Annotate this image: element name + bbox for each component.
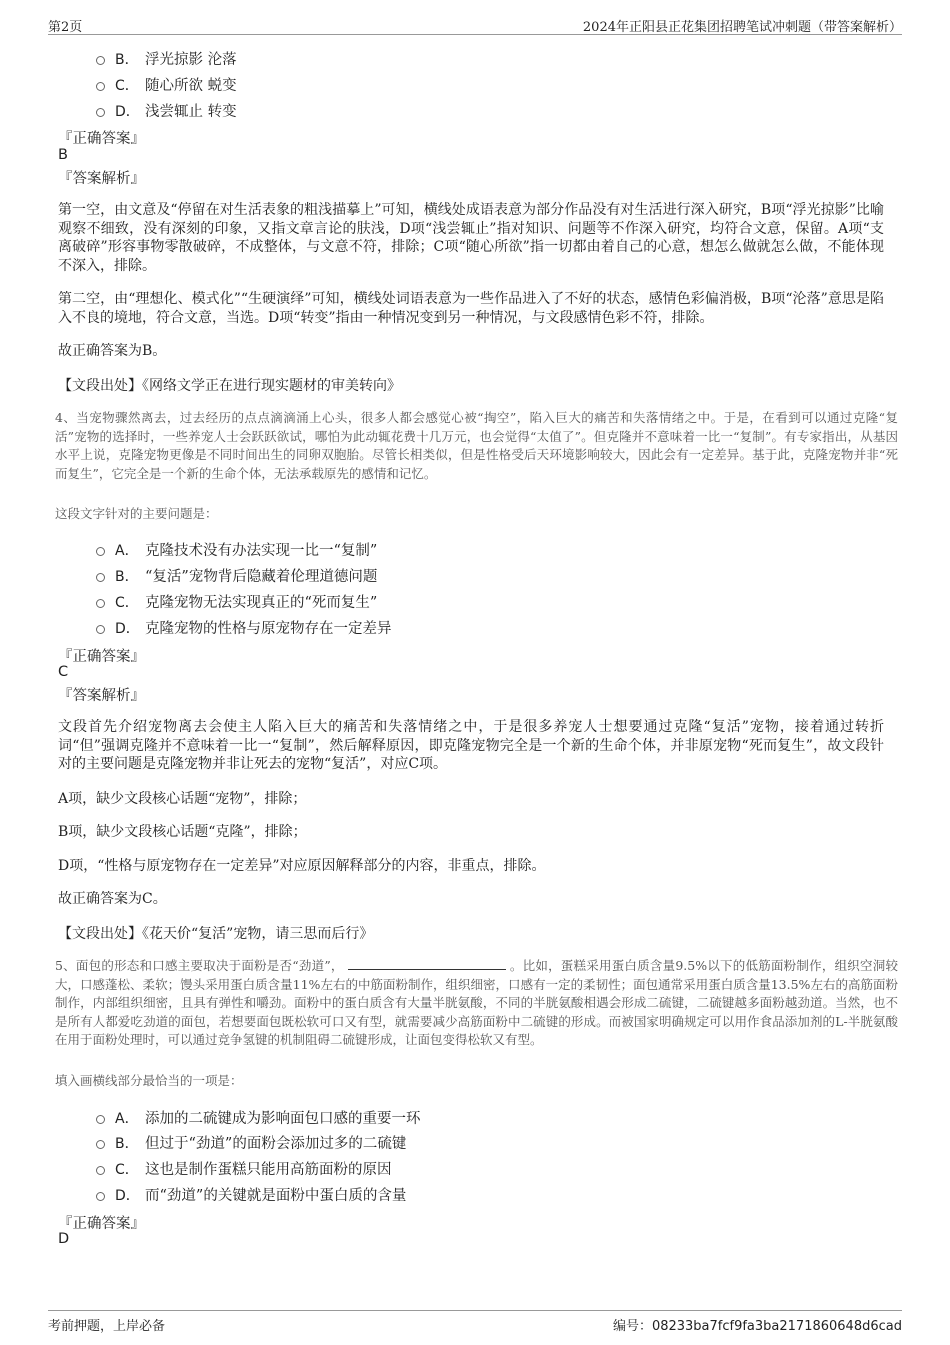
stem-before-blank: 5、面包的形态和口感主要取决于面粉是否“劲道”， bbox=[55, 958, 344, 973]
radio-icon[interactable] bbox=[96, 82, 105, 91]
page-header bbox=[48, 14, 902, 35]
question-prompt: 填入画横线部分最恰当的一项是： bbox=[55, 1073, 243, 1088]
question-prompt: 这段文字针对的主要问题是： bbox=[55, 506, 218, 521]
footer-slogan: 考前押题，上岸必备 bbox=[48, 1319, 166, 1334]
analysis-conclusion: 故正确答案为B。 bbox=[58, 343, 167, 359]
radio-icon[interactable] bbox=[96, 1192, 105, 1201]
stem-after-blank: 。比如，蛋糕采用蛋白质含量9.5%以下的低筋面粉制作，组织空洞较大，口感蓬松、柔软；馒头采用蛋白质含量11%左右的中筋面粉制作，组织细密，口感有一定的柔韧性；面包通常采用蛋白质含量13.5%左右的高筋面粉制作，内部组织细密，且具有弹性和嚼劲。面粉中的蛋白质含有大量半胱氨酸，不同的半胱氨酸相遇会形成二硫键，二硫键越多面粉越劲道。当然，也不是所有人都爱吃劲道的面包，若想要面包既松软可口又有型，就需要减少高筋面粉中二硫键的形成。而被国家明确规定可以用作食品添加剂的L-半胱氨酸在用于面粉处理时，可以通过竞争氢键的机制阻碍二硫键形成，让面包变得松软又有型。 bbox=[55, 958, 898, 1047]
q5-option-d[interactable]: D． 而“劲道”的关键就是面粉中蛋白质的含量 bbox=[96, 1184, 406, 1205]
q4-option-d[interactable]: D． 克隆宠物的性格与原宠物存在一定差异 bbox=[96, 617, 392, 638]
page-footer bbox=[48, 1310, 902, 1333]
q5-option-c[interactable]: C． 这也是制作蛋糕只能用高筋面粉的原因 bbox=[96, 1158, 392, 1179]
q5-option-b[interactable]: B． 但过于“劲道”的面粉会添加过多的二硫键 bbox=[96, 1132, 406, 1153]
document-title: 2024年正阳县正花集团招聘笔试冲刺题（带答案解析） bbox=[582, 20, 902, 35]
analysis-item: A项，缺少文段核心话题“宠物”，排除； bbox=[58, 791, 307, 807]
question-stem: 4、当宠物骤然离去，过去经历的点点滴滴涌上心头，很多人都会感觉心被“掏空”，陷入巨大的痛苦和失落情绪之中。于是，在看到可以通过克隆“复活”宠物的选择时，一些养宠人士会跃跃欲试，哪怕为此动辄花费十几万元，也会觉得“太值了”。但克隆并不意味着一比一“复制”。有专家指出，从基因水平上说，克隆宠物更像是不同时间出生的同卵双胞胎。尽管长相类似，但是性格受后天环境影响较大，因此会有一定差异。基于此，克隆宠物并非“死而复生”，它完全是一个新的生命个体，无法承载原先的感情和记忆。 bbox=[55, 410, 898, 481]
correct-answer: C bbox=[58, 664, 69, 680]
radio-icon[interactable] bbox=[96, 573, 105, 582]
page-number: 第2页 bbox=[48, 20, 83, 35]
document-code: 编号：08233ba7fcf9fa3ba2171860648d6cad bbox=[612, 1319, 902, 1334]
radio-icon[interactable] bbox=[96, 625, 105, 634]
analysis-item: D项，“性格与原宠物存在一定差异”对应原因解释部分的内容，非重点，排除。 bbox=[58, 858, 546, 874]
analysis-item: B项，缺少文段核心话题“克隆”，排除； bbox=[58, 824, 307, 840]
correct-answer: D bbox=[58, 1231, 70, 1247]
fill-in-blank bbox=[348, 957, 506, 970]
q3-option-c[interactable]: C． 随心所欲 蜕变 bbox=[96, 74, 237, 95]
q4-option-b[interactable]: B． “复活”宠物背后隐藏着伦理道德问题 bbox=[96, 565, 377, 586]
answer-label: 『正确答案』 bbox=[58, 649, 145, 665]
q5-option-a[interactable]: A． 添加的二硫键成为影响面包口感的重要一环 bbox=[96, 1107, 421, 1128]
radio-icon[interactable] bbox=[96, 1115, 105, 1124]
question-stem bbox=[55, 957, 898, 1050]
radio-icon[interactable] bbox=[96, 599, 105, 608]
answer-label: 『正确答案』 bbox=[58, 131, 145, 147]
answer-label: 『正确答案』 bbox=[58, 1216, 145, 1232]
analysis-paragraph: 第一空，由文意及“停留在对生活表象的粗浅描摹上”可知，横线处成语表意为部分作品没有对生活进行深入研究，B项“浮光掠影”比喻观察不细致，没有深刻的印象，又指文章言论的肤浅，D项“浅尝辄止”指对知识、问题等不作深入研究，均符合文意，保留。A项“支离破碎”形容事物零散破碎，不成整体，与文意不符，排除；C项“随心所欲”指一切都由着自己的心意，想怎么做就怎么做，不能体现不深入，排除。 bbox=[58, 202, 884, 274]
source-citation: 【文段出处】《网络文学正在进行现实题材的审美转向》 bbox=[58, 378, 401, 394]
q3-option-b[interactable]: B． 浮光掠影 沦落 bbox=[96, 48, 237, 69]
source-citation: 【文段出处】《花天价“复活”宠物，请三思而后行》 bbox=[58, 926, 374, 942]
analysis-label: 『答案解析』 bbox=[58, 171, 145, 187]
analysis-conclusion: 故正确答案为C。 bbox=[58, 891, 167, 907]
correct-answer: B bbox=[58, 147, 68, 163]
analysis-paragraph: 第二空，由“理想化、模式化”“生硬演绎”可知，横线处词语表意为一些作品进入了不好的状态，感情色彩偏消极，B项“沦落”意思是陷入不良的境地，符合文意，当选。D项“转变”指由一种情况变到另一种情况，与文段感情色彩不符，排除。 bbox=[58, 291, 884, 326]
analysis-label: 『答案解析』 bbox=[58, 688, 145, 704]
radio-icon[interactable] bbox=[96, 1166, 105, 1175]
q4-option-c[interactable]: C． 克隆宠物无法实现真正的“死而复生” bbox=[96, 591, 377, 612]
q3-option-d[interactable]: D． 浅尝辄止 转变 bbox=[96, 100, 237, 121]
radio-icon[interactable] bbox=[96, 1140, 105, 1149]
radio-icon[interactable] bbox=[96, 56, 105, 65]
radio-icon[interactable] bbox=[96, 547, 105, 556]
q4-option-a[interactable]: A． 克隆技术没有办法实现一比一“复制” bbox=[96, 539, 377, 560]
analysis-paragraph: 文段首先介绍宠物离去会使主人陷入巨大的痛苦和失落情绪之中，于是很多养宠人士想要通过克隆“复活”宠物，接着通过转折词“但”强调克隆并不意味着一比一“复制”，然后解释原因，即克隆宠物完全是一个新的生命个体，并非原宠物“死而复生”，故文段针对的主要问题是克隆宠物并非让死去的宠物“复活”，对应C项。 bbox=[58, 719, 884, 772]
radio-icon[interactable] bbox=[96, 108, 105, 117]
